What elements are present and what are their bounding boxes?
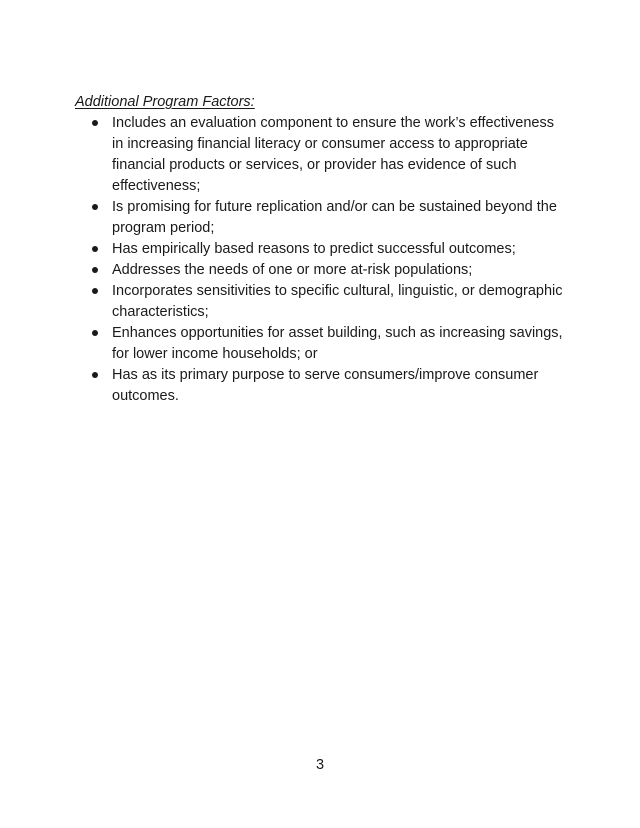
list-item-text: Has as its primary purpose to serve consumers/improve consumer outcomes. <box>112 367 539 404</box>
list-item-text: Enhances opportunities for asset building, such as increasing savings, for lower income households; or <box>112 325 563 362</box>
list-item <box>75 281 565 323</box>
bullet-icon <box>92 288 98 294</box>
bullet-icon <box>92 246 98 252</box>
bullet-icon <box>92 120 98 126</box>
bullet-icon <box>92 372 98 378</box>
list-item-text: Addresses the needs of one or more at-risk populations; <box>112 262 473 278</box>
bullet-icon <box>92 204 98 210</box>
bullet-icon <box>92 267 98 273</box>
list-item-text: Incorporates sensitivities to specific cultural, linguistic, or demographic characteristics; <box>112 283 563 320</box>
list-item <box>75 239 565 260</box>
bullet-icon <box>92 330 98 336</box>
list-item-text: Is promising for future replication and/or can be sustained beyond the program period; <box>112 199 557 236</box>
list-item-text: Includes an evaluation component to ensure the work’s effectiveness in increasing financial literacy or consumer access to appropriate financial products or services, or provider has evidence of such effectiveness; <box>112 115 554 194</box>
list-item <box>75 113 565 197</box>
section-heading: Additional Program Factors: <box>75 94 255 110</box>
list-item-text: Has empirically based reasons to predict successful outcomes; <box>112 241 516 257</box>
factors-list <box>75 113 565 407</box>
page-number: 3 <box>315 757 325 773</box>
section-additional-program-factors <box>75 92 565 407</box>
list-item <box>75 323 565 365</box>
list-item <box>75 197 565 239</box>
list-item <box>75 365 565 407</box>
list-item <box>75 260 565 281</box>
